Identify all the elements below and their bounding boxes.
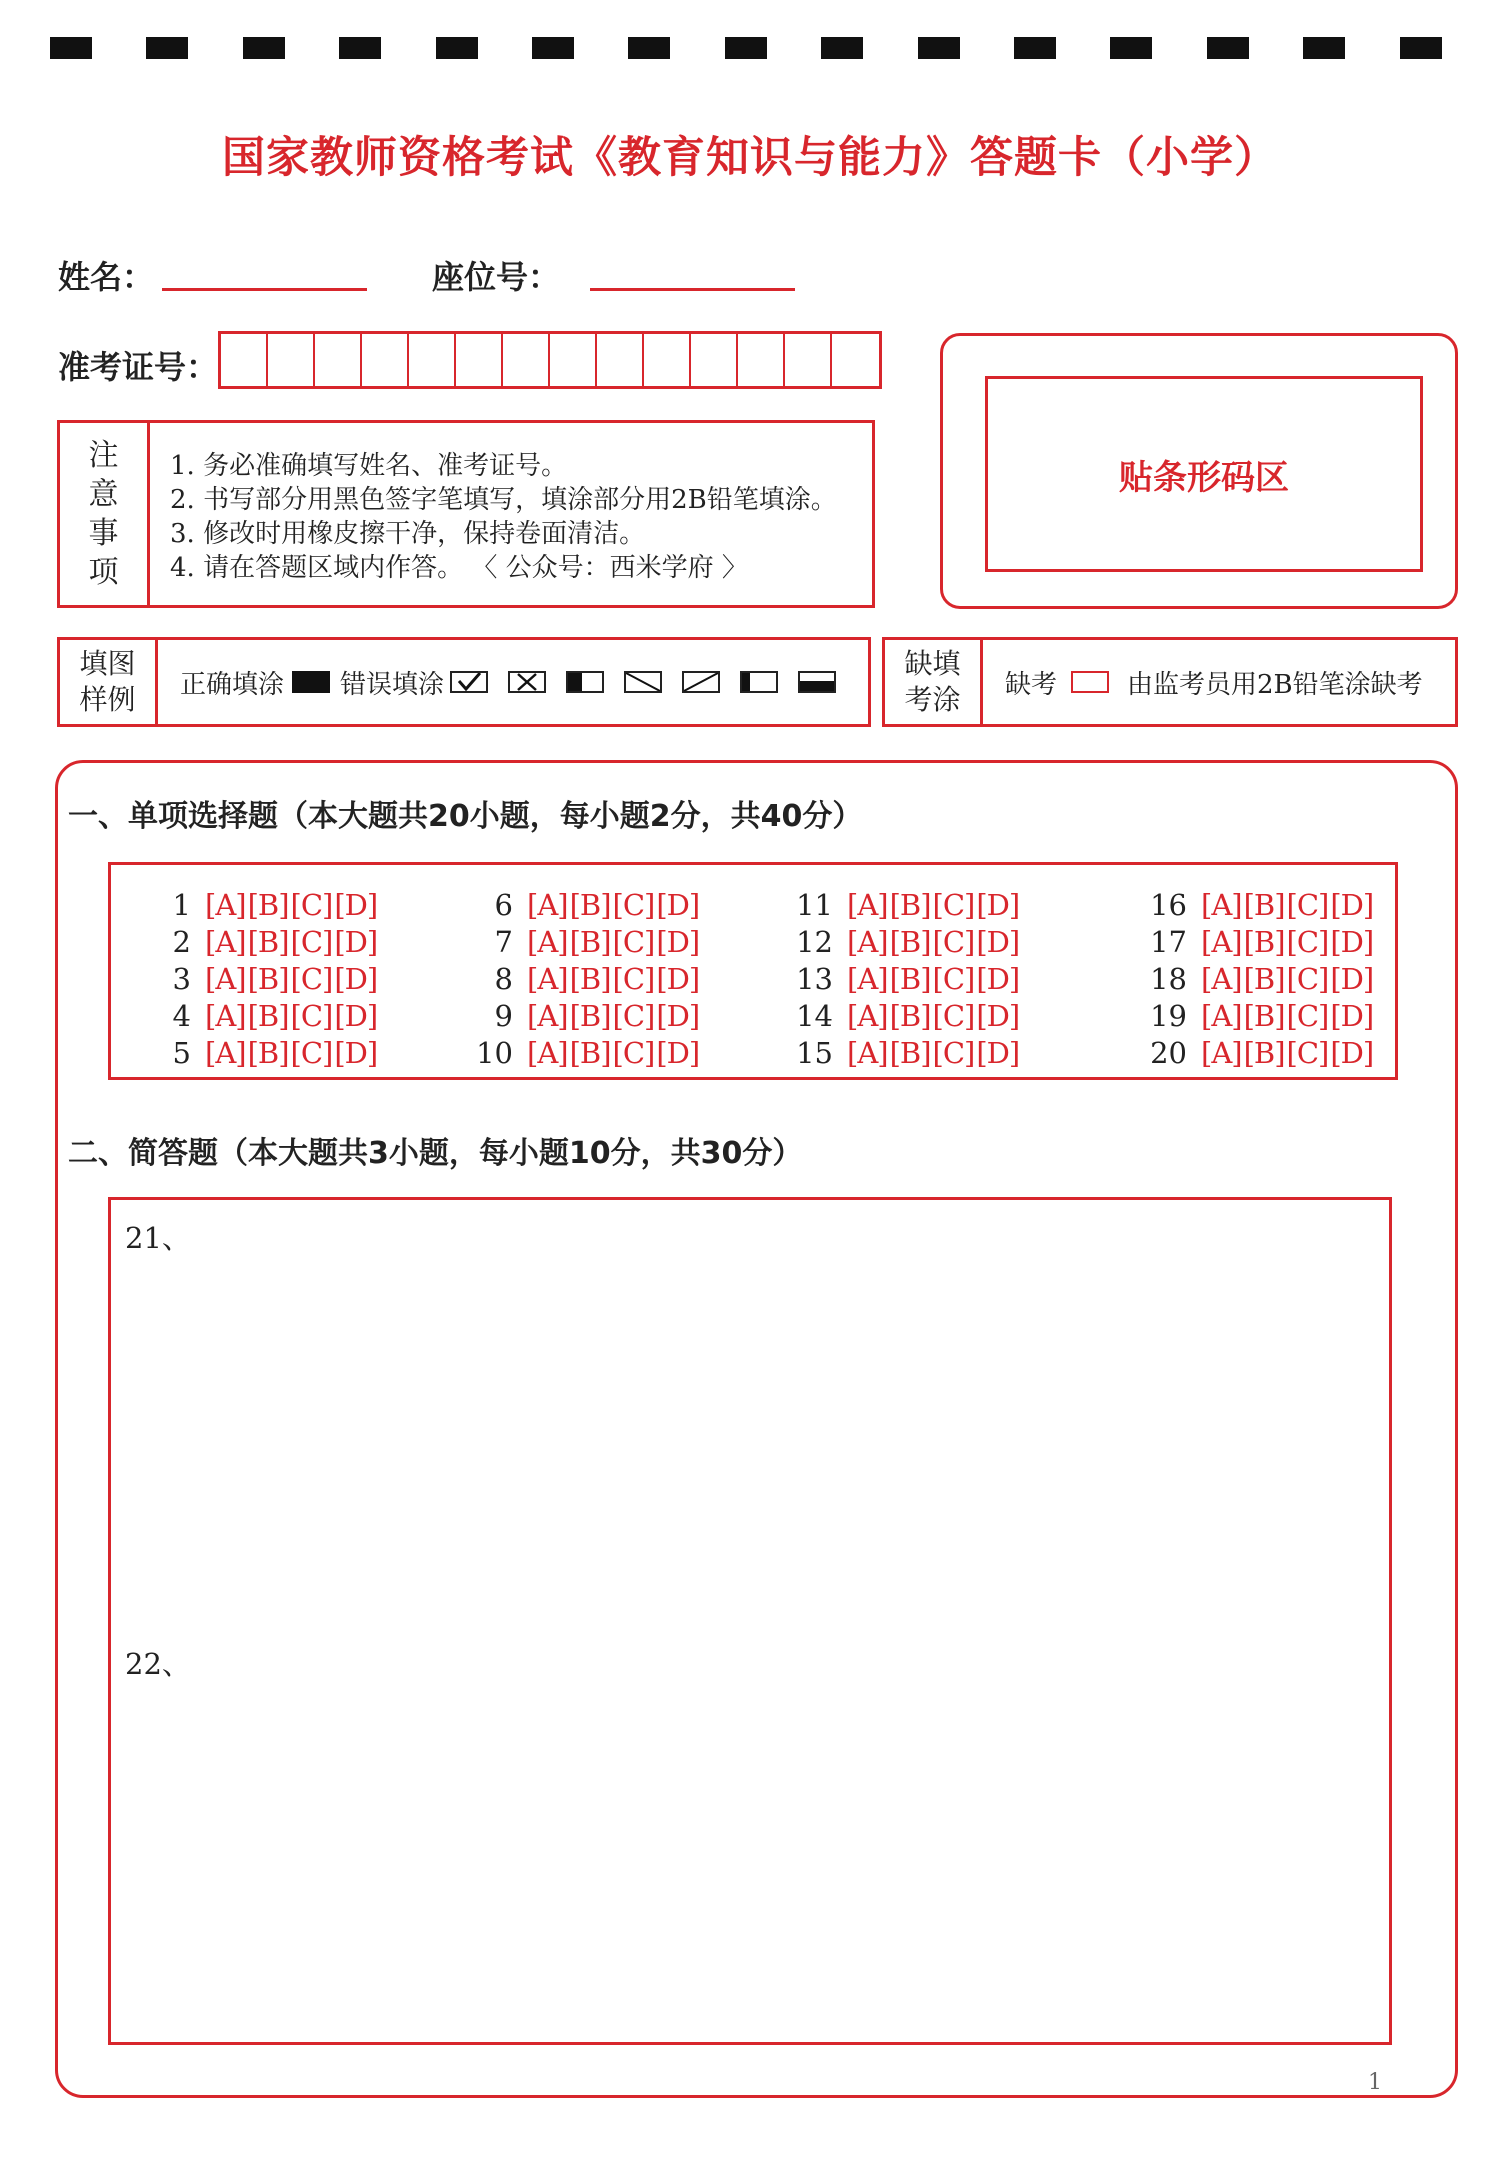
answer-option-bubble[interactable]: [D] bbox=[656, 1036, 700, 1070]
absent-heading-line: 缺填 bbox=[904, 647, 961, 680]
mc-question-row bbox=[1137, 887, 1375, 924]
absent-note: 由监考员用2B铅笔涂缺考 bbox=[1127, 669, 1423, 700]
answer-option-bubble[interactable]: [B] bbox=[247, 925, 289, 959]
timing-marks bbox=[50, 37, 1450, 59]
answer-option-bubble[interactable]: [B] bbox=[1243, 888, 1285, 922]
ticket-digit-cell[interactable] bbox=[315, 334, 362, 386]
answer-option-bubble[interactable]: [D] bbox=[1330, 1036, 1374, 1070]
mc-question-row bbox=[141, 998, 379, 1035]
answer-option-bubble[interactable]: [D] bbox=[656, 999, 700, 1033]
question-number: 17 bbox=[1150, 925, 1187, 959]
answer-option-bubble[interactable]: [B] bbox=[247, 888, 289, 922]
answer-option-bubble[interactable]: [D] bbox=[656, 925, 700, 959]
question-number: 13 bbox=[796, 962, 833, 996]
answer-option-bubble[interactable]: [A] bbox=[847, 1036, 888, 1070]
wrong-fill-half-icon bbox=[566, 671, 604, 693]
notice-heading bbox=[60, 423, 150, 605]
answer-option-bubble[interactable]: [D] bbox=[656, 962, 700, 996]
mc-column bbox=[141, 887, 379, 1072]
timing-mark bbox=[50, 37, 92, 59]
mc-question-row bbox=[783, 887, 1021, 924]
barcode-area bbox=[940, 333, 1458, 609]
mc-question-row bbox=[463, 998, 701, 1035]
absent-bubble[interactable] bbox=[1071, 671, 1109, 693]
mc-question-row bbox=[783, 961, 1021, 998]
answer-option-bubble[interactable]: [A] bbox=[527, 888, 568, 922]
answer-option-bubble[interactable]: [D] bbox=[1330, 925, 1374, 959]
answer-option-bubble[interactable]: [D] bbox=[1330, 962, 1374, 996]
ticket-digit-cell[interactable] bbox=[597, 334, 644, 386]
ticket-digit-cell[interactable] bbox=[268, 334, 315, 386]
correct-fill-icon bbox=[292, 671, 330, 693]
question-number: 12 bbox=[796, 925, 833, 959]
timing-mark bbox=[628, 37, 670, 59]
wrong-fill-bottom-icon bbox=[798, 671, 836, 693]
notice-item: 1. 务必准确填写姓名、准考证号。 bbox=[170, 451, 568, 481]
answer-option-bubble[interactable]: [A] bbox=[847, 962, 888, 996]
notice-heading-char: 意 bbox=[88, 477, 119, 512]
ticket-digit-cell[interactable] bbox=[409, 334, 456, 386]
page-title: 国家教师资格考试《教育知识与能力》答题卡（小学） bbox=[222, 133, 1278, 183]
answer-option-bubble[interactable]: [B] bbox=[1243, 925, 1285, 959]
section2-title: 二、简答题（本大题共3小题，每小题10分，共30分） bbox=[68, 1136, 803, 1171]
answer-option-bubble[interactable]: [B] bbox=[247, 962, 289, 996]
notice-item: 3. 修改时用橡皮擦干净，保持卷面清洁。 bbox=[170, 519, 646, 549]
answer-option-bubble[interactable]: [A] bbox=[527, 962, 568, 996]
answer-option-bubble[interactable]: [A] bbox=[1201, 888, 1242, 922]
answer-option-bubble[interactable]: [D] bbox=[976, 888, 1020, 922]
page-number: 1 bbox=[1368, 2070, 1382, 2095]
answer-option-bubble[interactable]: [A] bbox=[205, 999, 246, 1033]
mc-question-row bbox=[783, 1035, 1021, 1072]
barcode-frame bbox=[985, 376, 1423, 572]
timing-mark bbox=[821, 37, 863, 59]
mc-question-row bbox=[1137, 998, 1375, 1035]
question-number: 18 bbox=[1150, 962, 1187, 996]
timing-mark bbox=[1303, 37, 1345, 59]
answer-option-bubble[interactable]: [B] bbox=[1243, 999, 1285, 1033]
answer-option-bubble[interactable]: [B] bbox=[889, 1036, 931, 1070]
answer-option-bubble[interactable]: [C] bbox=[290, 925, 333, 959]
question-number: 8 bbox=[494, 962, 513, 996]
mc-column bbox=[783, 887, 1021, 1072]
timing-mark bbox=[1014, 37, 1056, 59]
wrong-fill-slash-icon bbox=[624, 671, 662, 693]
answer-option-bubble[interactable]: [C] bbox=[1286, 962, 1329, 996]
fill-example-heading-line: 样例 bbox=[79, 683, 136, 716]
timing-mark bbox=[243, 37, 285, 59]
mc-question-row bbox=[463, 961, 701, 998]
answer-option-bubble[interactable]: [B] bbox=[569, 1036, 611, 1070]
answer-option-bubble[interactable]: [B] bbox=[889, 888, 931, 922]
mc-question-row bbox=[463, 1035, 701, 1072]
answer-option-bubble[interactable]: [C] bbox=[932, 1036, 975, 1070]
timing-mark bbox=[1110, 37, 1152, 59]
absent-heading-line: 考涂 bbox=[904, 683, 961, 716]
question-label-22: 22、 bbox=[125, 1647, 191, 1681]
answer-option-bubble[interactable]: [A] bbox=[1201, 999, 1242, 1033]
mc-question-row bbox=[463, 887, 701, 924]
answer-option-bubble[interactable]: [D] bbox=[1330, 888, 1374, 922]
wrong-fill-label: 错误填涂 bbox=[340, 669, 445, 700]
ticket-number-grid[interactable] bbox=[218, 331, 882, 389]
notice-heading-char: 注 bbox=[88, 438, 119, 473]
answer-option-bubble[interactable]: [A] bbox=[1201, 1036, 1242, 1070]
timing-mark bbox=[725, 37, 767, 59]
mc-question-row bbox=[783, 998, 1021, 1035]
question-number: 20 bbox=[1150, 1036, 1187, 1070]
section1-title: 一、单项选择题（本大题共20小题，每小题2分，共40分） bbox=[68, 799, 863, 834]
ticket-digit-cell[interactable] bbox=[691, 334, 738, 386]
question-number: 5 bbox=[172, 1036, 191, 1070]
notice-item: 2. 书写部分用黑色签字笔填写，填涂部分用2B铅笔填涂。 bbox=[170, 485, 837, 515]
question-number: 19 bbox=[1150, 999, 1187, 1033]
notice-heading-char: 事 bbox=[88, 516, 119, 551]
question-number: 7 bbox=[494, 925, 513, 959]
answer-option-bubble[interactable]: [A] bbox=[205, 962, 246, 996]
answer-option-bubble[interactable]: [D] bbox=[656, 888, 700, 922]
ticket-digit-cell[interactable] bbox=[738, 334, 785, 386]
mc-question-row bbox=[141, 924, 379, 961]
question-number: 1 bbox=[172, 888, 191, 922]
answer-option-bubble[interactable]: [B] bbox=[569, 999, 611, 1033]
question-number: 15 bbox=[796, 1036, 833, 1070]
answer-option-bubble[interactable]: [D] bbox=[334, 962, 378, 996]
question-number: 9 bbox=[494, 999, 513, 1033]
answer-option-bubble[interactable]: [B] bbox=[889, 999, 931, 1033]
correct-fill-label: 正确填涂 bbox=[180, 669, 285, 700]
ticket-digit-cell[interactable] bbox=[362, 334, 409, 386]
timing-mark bbox=[1207, 37, 1249, 59]
answer-option-bubble[interactable]: [A] bbox=[847, 925, 888, 959]
answer-option-bubble[interactable]: [A] bbox=[847, 888, 888, 922]
mc-question-row bbox=[141, 1035, 379, 1072]
answer-option-bubble[interactable]: [B] bbox=[569, 925, 611, 959]
notice-box bbox=[57, 420, 875, 608]
answer-option-bubble[interactable]: [D] bbox=[976, 962, 1020, 996]
notice-items bbox=[170, 449, 837, 585]
question-number: 11 bbox=[796, 888, 833, 922]
answer-option-bubble[interactable]: [A] bbox=[205, 888, 246, 922]
answer-option-bubble[interactable]: [B] bbox=[569, 888, 611, 922]
ticket-digit-cell[interactable] bbox=[456, 334, 503, 386]
answer-option-bubble[interactable]: [D] bbox=[334, 1036, 378, 1070]
question-number: 2 bbox=[172, 925, 191, 959]
answer-option-bubble[interactable]: [A] bbox=[527, 1036, 568, 1070]
answer-option-bubble[interactable]: [C] bbox=[1286, 999, 1329, 1033]
fill-example-heading-line: 填图 bbox=[79, 647, 136, 680]
ticket-label: 准考证号： bbox=[58, 348, 219, 386]
seat-field[interactable] bbox=[590, 288, 795, 291]
answer-option-bubble[interactable]: [C] bbox=[932, 999, 975, 1033]
answer-option-bubble[interactable]: [B] bbox=[247, 999, 289, 1033]
answer-option-bubble[interactable]: [C] bbox=[290, 962, 333, 996]
name-field[interactable] bbox=[162, 288, 367, 291]
question-number: 3 bbox=[172, 962, 191, 996]
question-label-21: 21、 bbox=[125, 1221, 191, 1255]
question-number: 10 bbox=[476, 1036, 513, 1070]
fill-example-box bbox=[57, 637, 871, 727]
answer-option-bubble[interactable]: [D] bbox=[334, 925, 378, 959]
timing-mark bbox=[436, 37, 478, 59]
wrong-fill-check-icon bbox=[450, 671, 488, 693]
ticket-digit-cell[interactable] bbox=[550, 334, 597, 386]
question-number: 14 bbox=[796, 999, 833, 1033]
notice-heading-char: 项 bbox=[88, 555, 119, 590]
timing-mark bbox=[918, 37, 960, 59]
answer-option-bubble[interactable]: [D] bbox=[1330, 999, 1374, 1033]
wrong-fill-partial-icon bbox=[740, 671, 778, 693]
mc-question-row bbox=[463, 924, 701, 961]
answer-option-bubble[interactable]: [A] bbox=[527, 999, 568, 1033]
answer-option-bubble[interactable]: [C] bbox=[612, 1036, 655, 1070]
answer-option-bubble[interactable]: [C] bbox=[1286, 888, 1329, 922]
answer-option-bubble[interactable]: [D] bbox=[334, 999, 378, 1033]
answer-option-bubble[interactable]: [C] bbox=[612, 925, 655, 959]
answer-option-bubble[interactable]: [C] bbox=[1286, 1036, 1329, 1070]
timing-mark bbox=[532, 37, 574, 59]
answer-option-bubble[interactable]: [C] bbox=[290, 999, 333, 1033]
answer-option-bubble[interactable]: [D] bbox=[976, 1036, 1020, 1070]
ticket-digit-cell[interactable] bbox=[832, 334, 879, 386]
question-number: 16 bbox=[1150, 888, 1187, 922]
mc-question-row bbox=[1137, 924, 1375, 961]
answer-option-bubble[interactable]: [A] bbox=[527, 925, 568, 959]
mc-question-row bbox=[141, 961, 379, 998]
answer-option-bubble[interactable]: [C] bbox=[932, 925, 975, 959]
answer-option-bubble[interactable]: [B] bbox=[569, 962, 611, 996]
ticket-digit-cell[interactable] bbox=[785, 334, 832, 386]
answer-option-bubble[interactable]: [B] bbox=[889, 925, 931, 959]
answer-option-bubble[interactable]: [A] bbox=[205, 1036, 246, 1070]
fill-example-row bbox=[180, 640, 836, 724]
answer-option-bubble[interactable]: [A] bbox=[1201, 925, 1242, 959]
absent-box bbox=[882, 637, 1458, 727]
notice-item: 4. 请在答题区域内作答。 〈 公众号：西米学府 〉 bbox=[170, 553, 748, 583]
timing-mark bbox=[1400, 37, 1442, 59]
answer-option-bubble[interactable]: [A] bbox=[847, 999, 888, 1033]
mc-question-row bbox=[1137, 961, 1375, 998]
answer-option-bubble[interactable]: [B] bbox=[1243, 1036, 1285, 1070]
question-number: 6 bbox=[494, 888, 513, 922]
timing-mark bbox=[339, 37, 381, 59]
question-number: 4 bbox=[172, 999, 191, 1033]
absent-heading bbox=[885, 640, 983, 724]
answer-option-bubble[interactable]: [B] bbox=[889, 962, 931, 996]
ticket-digit-cell[interactable] bbox=[503, 334, 550, 386]
answer-option-bubble[interactable]: [B] bbox=[1243, 962, 1285, 996]
answer-option-bubble[interactable]: [C] bbox=[290, 888, 333, 922]
answer-option-bubble[interactable]: [C] bbox=[290, 1036, 333, 1070]
mc-column bbox=[463, 887, 701, 1072]
answer-option-bubble[interactable]: [C] bbox=[932, 962, 975, 996]
short-answer-box[interactable] bbox=[108, 1197, 1392, 2045]
ticket-digit-cell[interactable] bbox=[644, 334, 691, 386]
answer-option-bubble[interactable]: [C] bbox=[1286, 925, 1329, 959]
name-label: 姓名： bbox=[58, 258, 155, 296]
answer-option-bubble[interactable]: [A] bbox=[205, 925, 246, 959]
mc-question-row bbox=[783, 924, 1021, 961]
timing-mark bbox=[146, 37, 188, 59]
wrong-fill-backslash-icon bbox=[682, 671, 720, 693]
answer-option-bubble[interactable]: [C] bbox=[612, 999, 655, 1033]
mc-column bbox=[1137, 887, 1375, 1072]
mc-question-row bbox=[141, 887, 379, 924]
answer-option-bubble[interactable]: [C] bbox=[612, 962, 655, 996]
answer-option-bubble[interactable]: [D] bbox=[976, 925, 1020, 959]
absent-row bbox=[1005, 640, 1423, 724]
answer-option-bubble[interactable]: [D] bbox=[976, 999, 1020, 1033]
fill-example-heading bbox=[60, 640, 158, 724]
ticket-digit-cell[interactable] bbox=[221, 334, 268, 386]
barcode-label: 贴条形码区 bbox=[1119, 457, 1289, 498]
answer-option-bubble[interactable]: [A] bbox=[1201, 962, 1242, 996]
answer-option-bubble[interactable]: [B] bbox=[247, 1036, 289, 1070]
absent-label: 缺考 bbox=[1005, 669, 1058, 700]
answer-option-bubble[interactable]: [D] bbox=[334, 888, 378, 922]
seat-label: 座位号： bbox=[432, 258, 561, 296]
multiple-choice-box bbox=[108, 862, 1398, 1080]
answer-option-bubble[interactable]: [C] bbox=[612, 888, 655, 922]
mc-question-row bbox=[1137, 1035, 1375, 1072]
wrong-fill-cross-icon bbox=[508, 671, 546, 693]
answer-option-bubble[interactable]: [C] bbox=[932, 888, 975, 922]
